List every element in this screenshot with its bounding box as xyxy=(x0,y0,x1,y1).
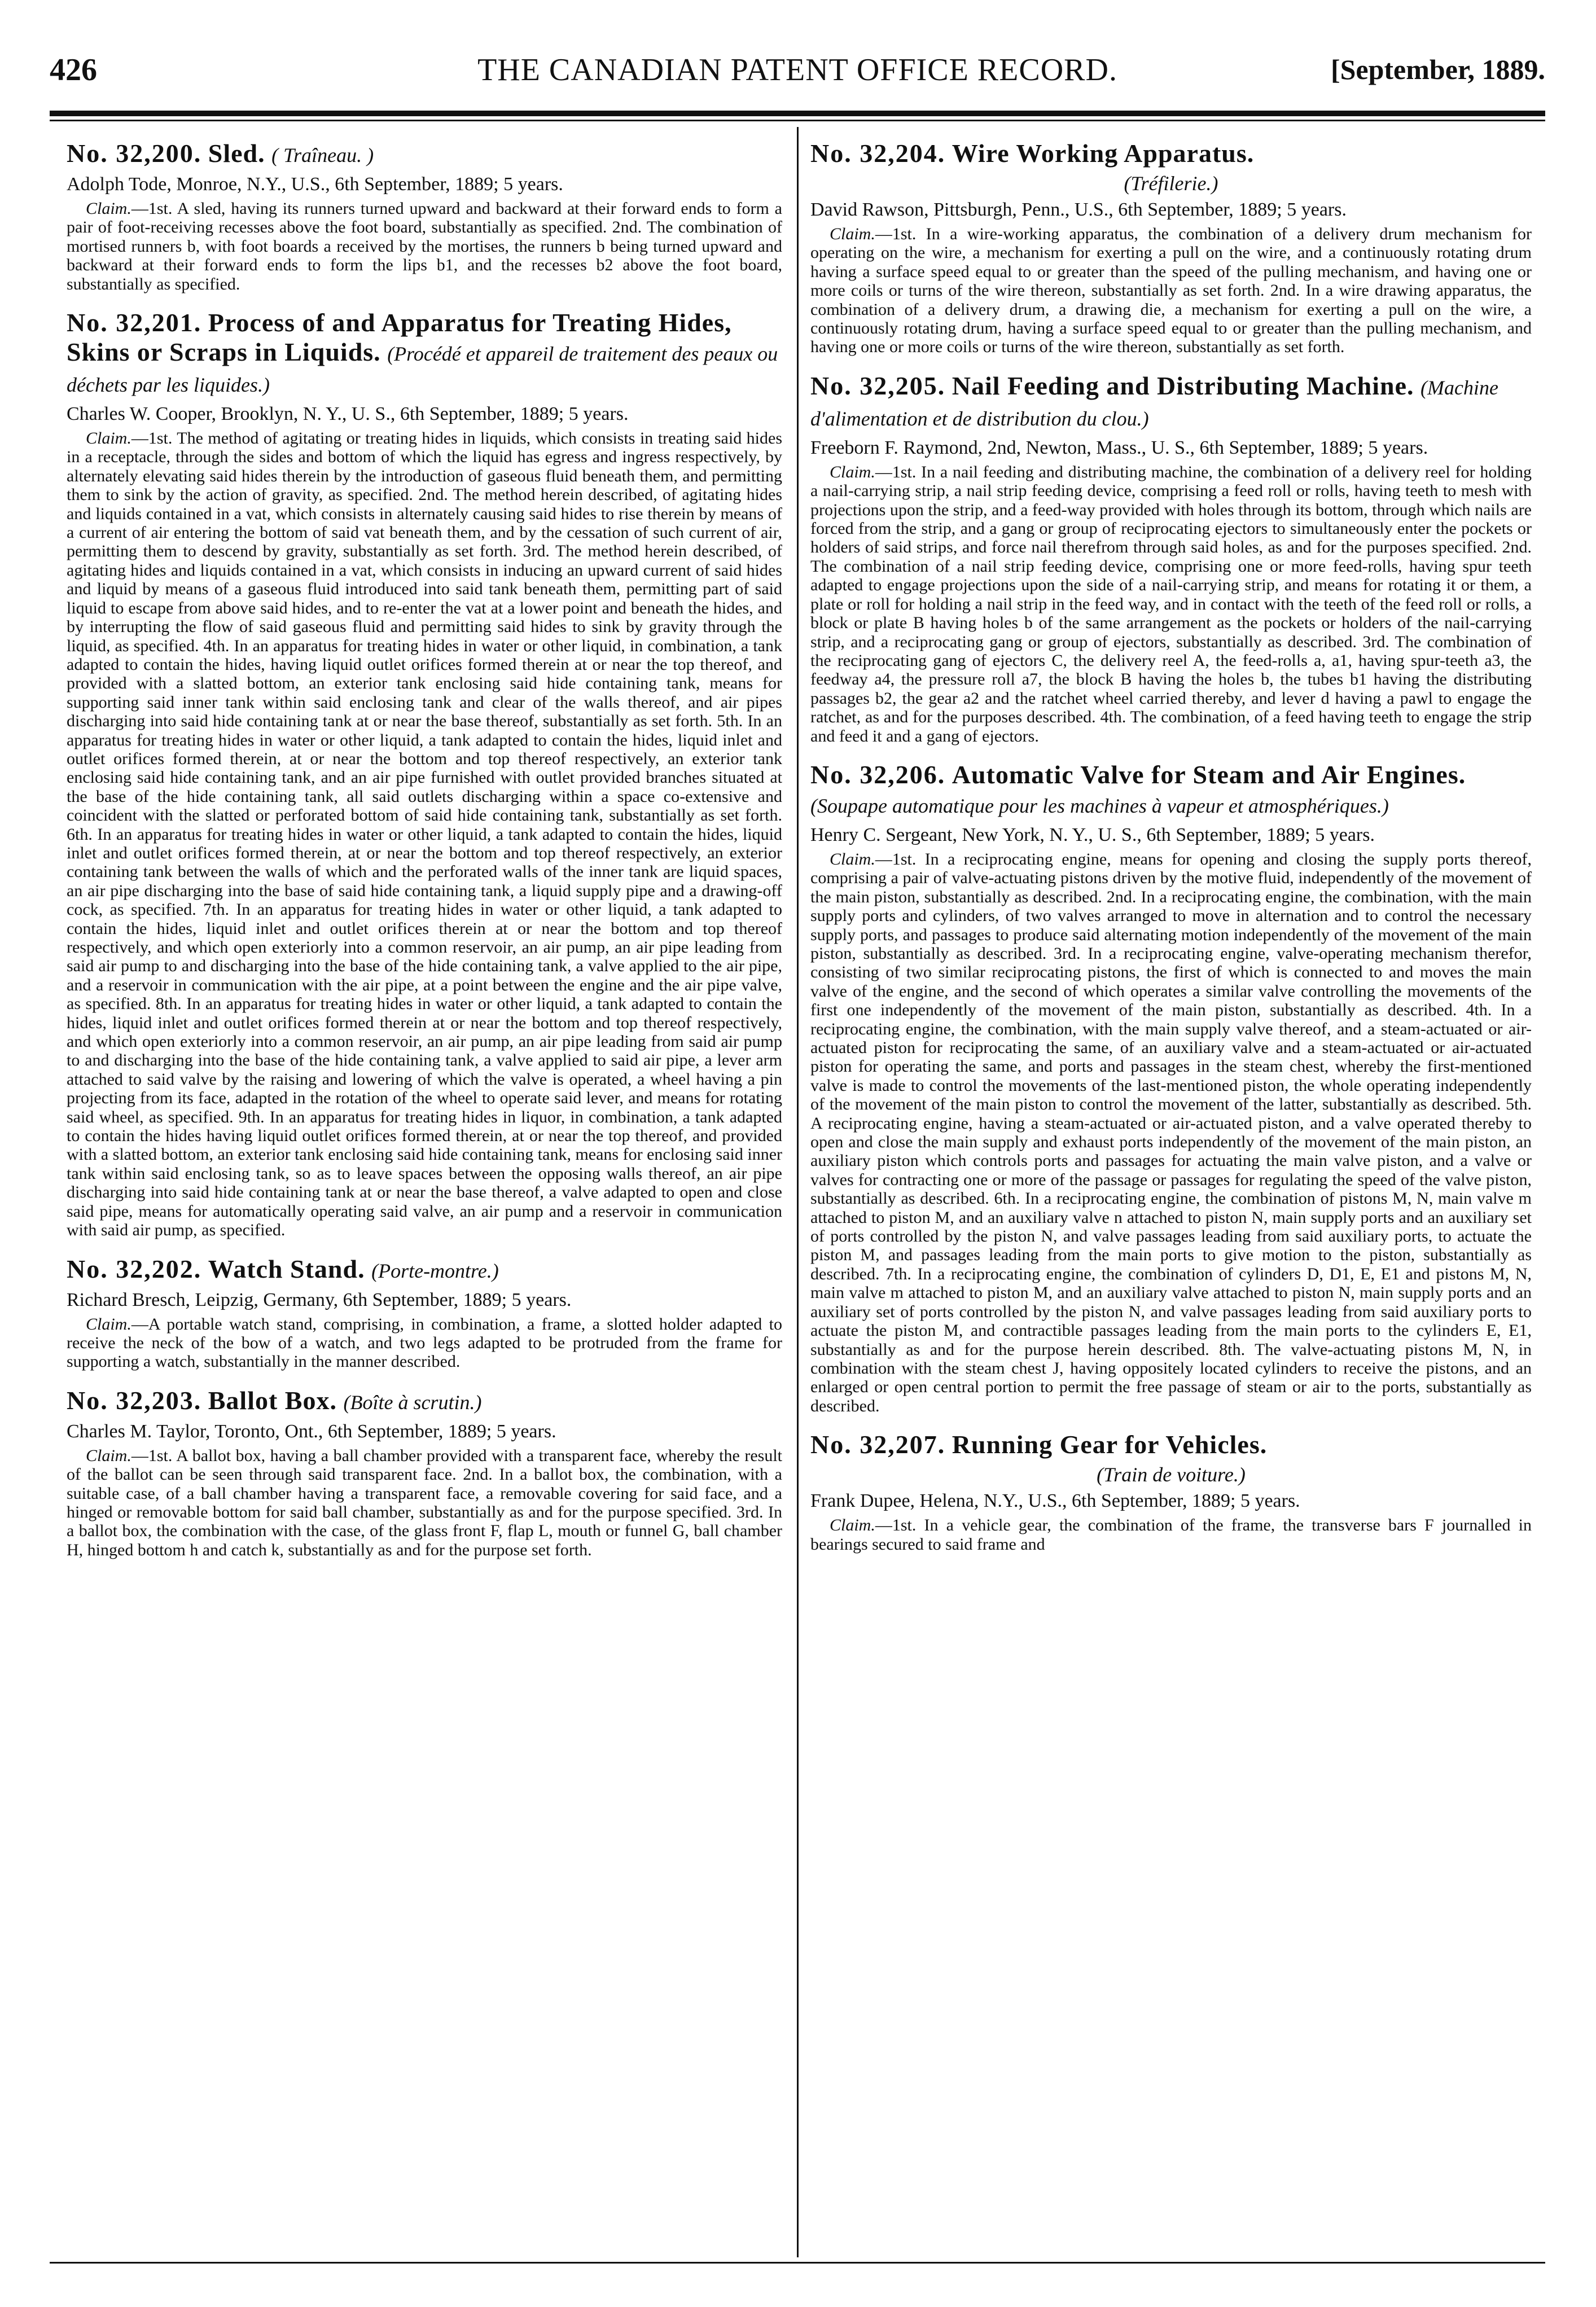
patent-number: No. 32,204. xyxy=(810,139,946,168)
patent-entry-32202 xyxy=(67,1255,782,1371)
footer-rule xyxy=(50,2262,1545,2264)
patentee-line: David Rawson, Pittsburgh, Penn., U.S., 6th September, 1889; 5 years. xyxy=(810,199,1347,220)
right-column xyxy=(810,135,1532,2257)
claim-text xyxy=(810,1516,1532,1554)
claim-text xyxy=(67,429,782,1239)
patentee-line: Freeborn F. Raymond, 2nd, Newton, Mass., U. S., 6th September, 1889; 5 years. xyxy=(810,437,1428,458)
page-number: 426 xyxy=(50,52,97,87)
patentee-line: Richard Bresch, Leipzig, Germany, 6th September, 1889; 5 years. xyxy=(67,1289,572,1310)
french-title: (Boîte à scrutin.) xyxy=(343,1391,482,1414)
patent-number: No. 32,205. xyxy=(810,371,946,400)
claim-label: Claim. xyxy=(86,429,131,448)
french-title: (Procédé et appareil de traitement des peaux ou déchets par les liquides.) xyxy=(67,343,778,397)
entry-heading xyxy=(810,1430,1532,1459)
patent-entry-32204 xyxy=(810,139,1532,357)
patentee-line: Charles M. Taylor, Toronto, Ont., 6th September, 1889; 5 years. xyxy=(67,1420,556,1442)
claim-body: —1st. A ballot box, having a ball chamber provided with a transparent face, whereby the result of the ballot can be seen through said transparent face. 2nd. In a ballot box, the combination, with a suitable case, of a ball chamber having a transparent face, a removable covering for said face, and a hinged or removable bottom for said ball chamber, substantially as and for the purpose specified. 3rd. In a ballot box, the combination with the case, of the glass front F, flap L, mouth or funnel G, ball chamber H, hinged bottom h and catch k, substantially as and for the purpose set forth. xyxy=(67,1446,782,1559)
entry-heading xyxy=(67,139,782,170)
patent-number: No. 32,202. xyxy=(67,1254,202,1283)
claim-body: —1st. In a nail feeding and distributing machine, the combination of a delivery reel for holding a nail-carrying strip, a nail strip feeding device, comprising a feed roll or rolls, having teeth to mesh with projections upon the strip, and a feed-way provided with holes through its bottom, through which nails are forced from the strip, and a gang or group of reciprocating ejectors to simultaneously enter the pockets or holders of said strips, and force nail therefrom through said holes, as and for the purposes specified. 2nd. The combination of a nail strip feeding device, comprising one or more feed-rolls, having spur teeth adapted to engage projections upon the side of a nail-carrying strip, and means for rotating it or them, a plate or roll for holding a nail strip in the feed way, and in contact with the teeth of the feed roll or rolls, a block or plate B having holes b of the same arrangement as the pockets or holders of the nail-carrying strip, and a reciprocating gang or group of ejectors, substantially as described. 3rd. The combination of the reciprocating gang of ejectors C, the delivery reel A, the feed-rolls a, a1, having spur-teeth a3, the feedway a4, the pressure roll a7, the block B having the holes b, the tubes b1 having the distributing passages b2, the gear a2 and the ratchet wheel carried thereby, and lever d having a pawl to engage the ratchet, as and for the purposes described. 4th. The combination, of a feed having teeth to engage the strip and feed it and a gang of ejectors. xyxy=(810,462,1532,745)
patent-title: Wire Working Apparatus. xyxy=(952,139,1255,168)
claim-body: —1st. A sled, having its runners turned upward and backward at their forward ends to form a pair of foot-receiving recesses above the foot board, substantially as specified. 2nd. The combination of mortised runners b, with foot boards a received by the mortises, the runners b being turned upward and backward at their forward ends to form the lips b1, and the recesses b2 above the foot board, substantially as specified. xyxy=(67,199,782,293)
patent-title: Sled. xyxy=(208,139,265,168)
french-title: (Tréfilerie.) xyxy=(1124,172,1218,195)
patent-entry-32203 xyxy=(67,1386,782,1559)
french-title: (Soupape automatique pour les machines à vapeur et atmosphériques.) xyxy=(810,794,1389,817)
claim-text xyxy=(67,199,782,293)
patent-title: Watch Stand. xyxy=(208,1254,365,1283)
patent-entry-32205 xyxy=(810,371,1532,745)
entry-heading xyxy=(810,760,1532,821)
patent-title: Running Gear for Vehicles. xyxy=(952,1430,1268,1459)
entry-heading xyxy=(67,1386,782,1417)
patent-entry-32206 xyxy=(810,760,1532,1415)
claim-label: Claim. xyxy=(86,199,131,218)
patent-title: Automatic Valve for Steam and Air Engines. xyxy=(952,760,1466,789)
claim-label: Claim. xyxy=(830,849,875,869)
entry-heading xyxy=(810,139,1532,168)
running-head xyxy=(50,47,1545,93)
claim-text xyxy=(810,463,1532,745)
claim-label: Claim. xyxy=(830,462,875,481)
patentee-line: Charles W. Cooper, Brooklyn, N. Y., U. S., 6th September, 1889; 5 years. xyxy=(67,403,629,425)
header-rule-thin xyxy=(50,120,1545,121)
claim-label: Claim. xyxy=(830,225,875,243)
patent-number: No. 32,200. xyxy=(67,139,202,168)
left-column xyxy=(67,135,782,2257)
claim-text xyxy=(810,850,1532,1415)
patent-title: Nail Feeding and Distributing Machine. xyxy=(952,371,1414,400)
patent-entry-32201 xyxy=(67,308,782,1239)
entry-heading xyxy=(67,308,782,400)
patent-entry-32207 xyxy=(810,1430,1532,1554)
patent-number: No. 32,203. xyxy=(67,1385,202,1415)
french-title: (Machine d'alimentation et de distribution du clou.) xyxy=(810,376,1498,430)
claim-body: —1st. In a wire-working apparatus, the combination of a delivery drum mechanism for operating on the wire, a mechanism for exerting a pull on the wire, and a continuously rotating drum having a surface speed equal to or greater than the speed of the pulling mechanism, and having one or more coils or turns of the wire thereon, substantially as set forth. 2nd. In a wire drawing apparatus, the combination of a delivery drum, a drawing die, a mechanism for exerting a pull on the wire, a continuously rotating drum, having a surface speed equal to or greater than the pulling mechanism, and having one or more coils or turns of the wire thereon, substantially as set forth. xyxy=(810,225,1532,357)
header-rule-thick xyxy=(50,111,1545,116)
claim-label: Claim. xyxy=(86,1446,131,1465)
claim-text xyxy=(67,1315,782,1371)
entry-heading xyxy=(810,371,1532,433)
claim-label: Claim. xyxy=(86,1314,131,1334)
patentee-line: Henry C. Sergeant, New York, N. Y., U. S., 6th September, 1889; 5 years. xyxy=(810,824,1375,845)
patent-title: Ballot Box. xyxy=(208,1385,337,1415)
entry-heading xyxy=(67,1255,782,1286)
french-title: (Train de voiture.) xyxy=(1097,1463,1246,1486)
patent-number: No. 32,201. xyxy=(67,308,202,337)
issue-date: [September, 1889. xyxy=(1330,54,1545,85)
claim-text xyxy=(67,1446,782,1559)
french-title: ( Traîneau. ) xyxy=(271,144,374,166)
journal-title: THE CANADIAN PATENT OFFICE RECORD. xyxy=(477,52,1117,87)
claim-label: Claim. xyxy=(830,1516,875,1535)
patent-number: No. 32,206. xyxy=(810,760,946,789)
patent-number: No. 32,207. xyxy=(810,1430,946,1459)
claim-text xyxy=(810,225,1532,357)
patent-title: Process of and Apparatus for Treating Hides, Skins or Scraps in Liquids. xyxy=(67,308,732,367)
patent-entry-32200 xyxy=(67,139,782,293)
claim-body: —1st. In a reciprocating engine, means for opening and closing the supply ports thereof, comprising a pair of valve-actuating pistons driven by the motive fluid, independently of the movement of the main piston, substantially as described. 2nd. In a reciprocating engine, the combination, with the main supply ports and cylinders, of two valves arranged to move in alternation and to control the necessary supply ports, and passages to produce said alternating motion independently of the movement of the main piston, substantially as described. 3rd. In a reciprocating engine, valve-operating mechanism therefor, consisting of two similar reciprocating pistons, the first of which is connected to and moves the main valve of the engine, and the second of which operates a similar valve controlling the movements of the first one independently of the movement of the main piston, substantially as described. 4th. In a reciprocating engine, the combination, with the main supply valve thereof, and a steam-actuated or air-actuated piston for reciprocating the same, of an auxiliary valve and a steam-actuated or air-actuated piston for operating the same, and ports and passages in the steam chest, whereby the first-mentioned valve is made to control the movements of the last-mentioned piston, the whole operating independently of the movement of the main piston to control the movement of the latter, substantially as described. 5th. A reciprocating engine, having a steam-actuated or air-actuated piston, and a valve operated thereby to open and close the main supply and exhaust ports independently of the movement of the main piston, an auxiliary piston which controls ports and passages for actuating the main valve piston, and a valve or valves for contracting one or more of the passage or passages for regulating the speed of the valve piston, substantially as described. 6th. In a reciprocating engine, the combination of pistons M, N, main valve m attached to piston M, and an auxiliary valve n attached to piston N, main supply ports and an auxiliary set of ports controlled by the piston N, and valve passages leading from said auxiliary ports, to actuate the piston M, and passages leading from the main ports to give motion to the piston, substantially as described. 7th. In a reciprocating engine, the combination of cylinders D, D1, E, E1 and pistons M, N, main valve m attached to piston M, and an auxiliary valve attached to piston N, main supply ports and an auxiliary set of ports controlled by the piston N, and valve passages leading from said auxiliary ports to actuate the piston M, and contractible passages leading from the main ports to the cylinders E, E1, substantially as and for the purpose herein described. 8th. The valve-actuating pistons M, N, in combination with the steam chest J, having oppositely located cylinders to receive the pistons, and an enlarged or open central portion to permit the free passage of steam or air to the ports, substantially as described. xyxy=(810,849,1532,1415)
french-title: (Porte-montre.) xyxy=(371,1259,499,1282)
patentee-line: Adolph Tode, Monroe, N.Y., U.S., 6th September, 1889; 5 years. xyxy=(67,174,563,195)
patentee-line: Frank Dupee, Helena, N.Y., U.S., 6th September, 1889; 5 years. xyxy=(810,1490,1300,1512)
claim-body: —1st. In a vehicle gear, the combination of the frame, the transverse bars F journalled in bearings secured to said frame and xyxy=(810,1516,1532,1554)
claim-body: —1st. The method of agitating or treating hides in liquids, which consists in treating said hides in a receptacle, through the sides and bottom of which the liquid has egress and ingress respectively, by alternately elevating said hides therein by the introduction of gaseous fluid beneath them, and permitting them to sink by the action of gravity, as specified. 2nd. The method herein described, of agitating hides and liquids contained in a vat, which consists in alternately causing said hides to rise therein by means of a current of air entering the bottom of said vat beneath them, and by the cessation of such current of air, permitting them to descend by gravity, substantially as set forth. 3rd. The method herein described, of agitating hides and liquids contained in a vat, which consists in inducing an upward current of said hides and liquid by means of a gaseous fluid introduced into said tank beneath them, permitting part of said liquid to escape from above said hides, and to re-enter the vat at a lower point and beneath the hides, and by interrupting the flow of said gaseous fluid and permitting said hides to sink by gravity through the liquid, as specified. 4th. In an apparatus for treating hides in water or other liquid, in combination, a tank adapted to contain the hides, having liquid outlet orifices formed therein at or near the top thereof, and provided with a slatted bottom, an exterior tank enclosing said hide containing tank, means for supporting said inner tank within said enclosing tank and clear of the walls thereof, and air pipes discharging into said hide containing tank at or near the base thereof, substantially as set forth. 5th. In an apparatus for treating hides in water or other liquid, a tank adapted to contain the hides, liquid inlet and outlet orifices formed therein, at or near the bottom and top thereof respectively, an exterior tank enclosing said hide containing tank, and an air pipe furnished with outlet provided branches situated at the base of the hide containing tank, all said outlets discharging within a space co-extensive and coincident with the slatted or perforated bottom of said hide containing tank, substantially as set forth. 6th. In an apparatus for treating hides in water or other liquid, a tank adapted to contain the hides, liquid inlet and outlet orifices formed therein, at or near the bottom and top thereof respectively, an exterior containing tank between the walls of which and the perforated walls of the inner tank are liquid spaces, an air pipe discharging into the base of said hide containing tank, a liquid supply pipe and a drawing-off cock, as specified. 7th. In an apparatus for treating hides in water or other liquid, a tank adapted to contain the hides, liquid inlet and outlet orifices therein at or near the bottom and top thereof respectively, and which open exteriorly into a common reservoir, an air pump, an air pipe leading from said air pump to and discharging into the base of the hide containing tank, a valve applied to the air pipe, and a reservoir in communication with the air pipe, at a point between the engine and the air pipe valve, as specified. 8th. In an apparatus for treating hides in water or other liquid, a tank adapted to contain the hides, liquid inlet and outlet orifices formed therein at or near the bottom and top thereof respectively, and which open exteriorly into a common reservoir, an air pump, an air pipe leading from said air pump to and discharging into the base of the hide containing tank, a valve applied to said air pipe, a lever arm attached to said valve by the raising and lowering of which the valve is operated, a wheel having a pin projecting from its face, adapted in the rotation of the wheel to operate said lever, and means for rotating said wheel, as specified. 9th. In an apparatus for treating hides in liquor, in combination, a tank adapted to contain the hides having liquid outlet orifices formed therein, at or near the top thereof, and provided with a slatted bottom, an exterior tank enclosing said hide containing tank, means for enclosing said inner tank within said enclosing tank, so as to leave spaces between the opposing walls thereof, an air pipe discharging into said hide containing tank at or near the base thereof, a valve adapted to open and close said pipe, means for automatically operating said valve, an air pump and a reservoir in communication with said air pump, as specified. xyxy=(67,429,782,1240)
column-divider xyxy=(797,127,799,2257)
claim-body: —A portable watch stand, comprising, in combination, a frame, a slotted holder adapted to receive the neck of the bow of a watch, and two legs adapted to be protruded from the frame for supporting a watch, substantially in the manner described. xyxy=(67,1314,782,1371)
